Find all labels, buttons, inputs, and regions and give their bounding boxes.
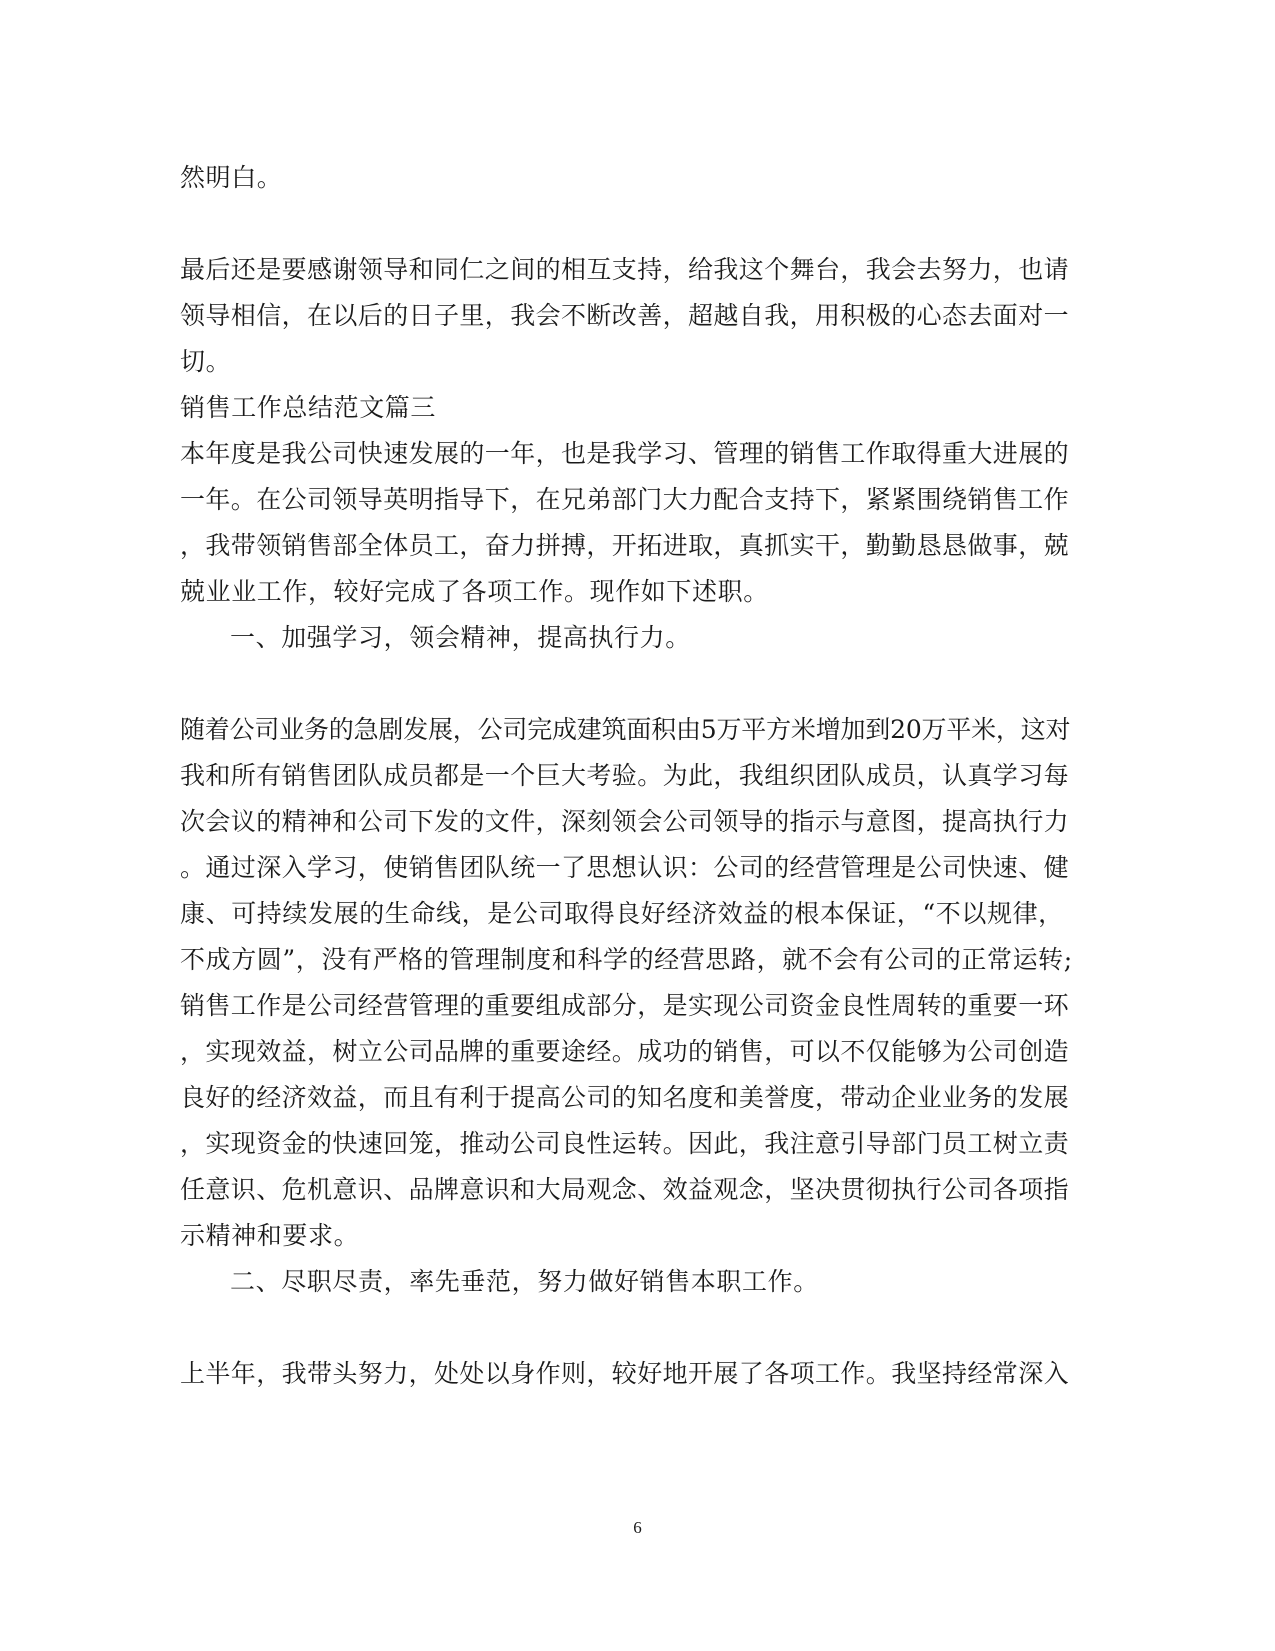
text-line: 销售工作是公司经营管理的重要组成部分，是实现公司资金良性周转的重要一环	[180, 991, 1070, 1020]
text-line: 一年。在公司领导英明指导下，在兄弟部门大力配合支持下，紧紧围绕销售工作	[180, 485, 1070, 514]
text-line: 最后还是要感谢领导和同仁之间的相互支持，给我这个舞台，我会去努力，也请	[180, 255, 1070, 284]
text-line: 康、可持续发展的生命线，是公司取得良好经济效益的根本保证，“不以规律，	[180, 899, 1064, 928]
text-line: 示精神和要求。	[180, 1221, 360, 1250]
text-line: 上半年，我带头努力，处处以身作则，较好地开展了各项工作。我坚持经常深入	[180, 1359, 1070, 1388]
text-line: ，实现效益，树立公司品牌的重要途经。成功的销售，可以不仅能够为公司创造	[180, 1037, 1070, 1066]
section-heading: 销售工作总结范文篇三	[180, 393, 437, 422]
text-line: 任意识、危机意识、品牌意识和大局观念、效益观念，坚决贯彻执行公司各项指	[180, 1175, 1070, 1204]
text-line: ，我带领销售部全体员工，奋力拼搏，开拓进取，真抓实干，勤勤恳恳做事，兢	[180, 531, 1070, 560]
text-line: 领导相信，在以后的日子里，我会不断改善，超越自我，用积极的心态去面对一	[180, 301, 1070, 330]
text-line: 兢业业工作，较好完成了各项工作。现作如下述职。	[180, 577, 769, 606]
text-line: 不成方圆”，没有严格的管理制度和科学的经营思路，就不会有公司的正常运转;	[180, 945, 1073, 974]
text-line: 随着公司业务的急剧发展，公司完成建筑面积由5万平方米增加到20万平米，这对	[180, 715, 1071, 744]
text-line: 次会议的精神和公司下发的文件，深刻领会公司领导的指示与意图，提高执行力	[180, 807, 1070, 836]
subheading: 一、加强学习，领会精神，提高执行力。	[230, 623, 691, 652]
text-line: 切。	[180, 347, 232, 376]
text-line: ，实现资金的快速回笼，推动公司良性运转。因此，我注意引导部门员工树立责	[180, 1129, 1070, 1158]
text-line: 我和所有销售团队成员都是一个巨大考验。为此，我组织团队成员，认真学习每	[180, 761, 1070, 790]
page-number: 6	[633, 1518, 642, 1537]
subheading: 二、尽职尽责，率先垂范，努力做好销售本职工作。	[230, 1267, 819, 1296]
text-line: 本年度是我公司快速发展的一年，也是我学习、管理的销售工作取得重大进展的	[180, 439, 1070, 468]
text-line: 良好的经济效益，而且有利于提高公司的知名度和美誉度，带动企业业务的发展	[180, 1083, 1070, 1112]
text-line: 。通过深入学习，使销售团队统一了思想认识：公司的经营管理是公司快速、健	[180, 853, 1070, 882]
text-line: 然明白。	[180, 163, 283, 192]
